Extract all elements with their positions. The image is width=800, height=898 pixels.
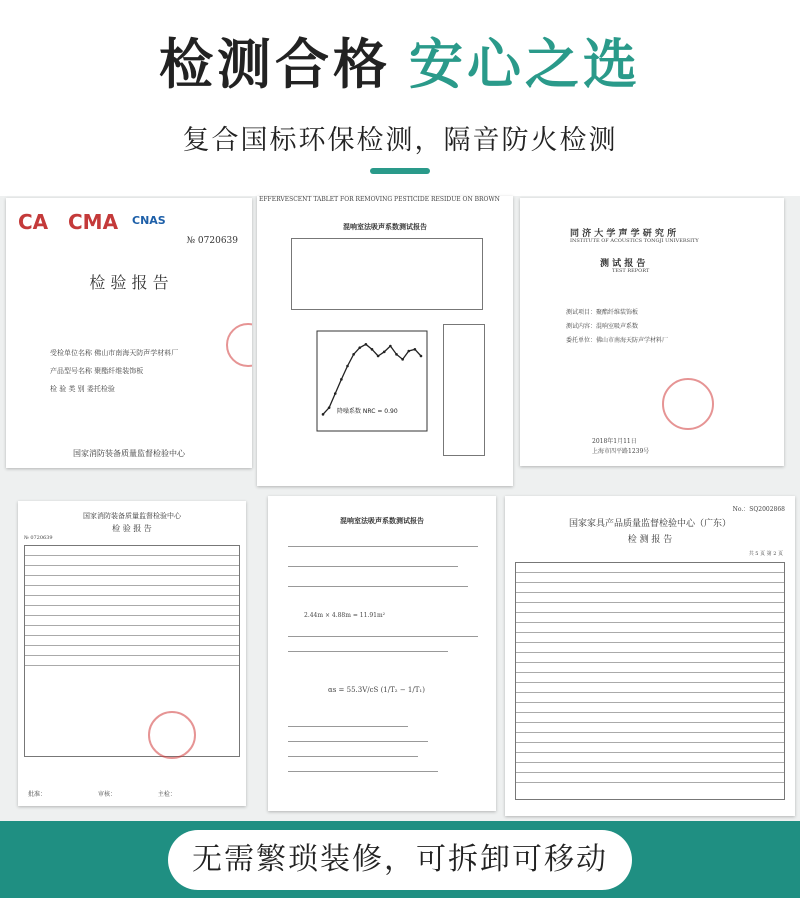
report-title: 测 试 报 告 (600, 259, 646, 269)
sign-label-approve: 批准： (28, 791, 47, 798)
absorption-formula: αs = 55.3V/cS (1/T₂ − 1/T₁) (328, 686, 425, 694)
title-part1: 检测合格 (159, 33, 391, 96)
chart-point-1250 (383, 351, 386, 354)
top-banner-text: EFFERVESCENT TABLET FOR REMOVING PESTICIDE RESIDUE ON BROWN (259, 196, 500, 203)
field2-label: 产品型号名称 (50, 367, 92, 375)
title-part2: 安心之选 (409, 33, 641, 96)
red-stamp (148, 711, 196, 759)
chart-point-3150 (407, 350, 410, 353)
ca-logo: CA (18, 210, 49, 234)
report-title-en: TEST REPORT (612, 268, 650, 274)
chart-point-160 (328, 406, 331, 409)
chart-point-4000 (414, 348, 417, 351)
chart-point-315 (346, 365, 349, 368)
chart-point-1600 (389, 345, 392, 348)
chart-point-125 (322, 413, 325, 416)
cnas-logo: CNAS (132, 214, 166, 227)
org-label: 委托单位： (566, 337, 597, 344)
sign-label-review: 审核： (97, 791, 116, 798)
specimen-size: 2.44m × 4.88m = 11.91m² (304, 612, 386, 619)
chart-point-1000 (377, 355, 380, 358)
page-subtitle: 复合国标环保检测，隔音防火检测 (182, 125, 618, 156)
accent-bar (370, 168, 430, 174)
issuer-name: 国家消防装备质量监督检验中心 (73, 449, 185, 458)
chart-point-5000 (420, 355, 423, 358)
report-doc-3 (520, 198, 784, 466)
red-stamp (662, 378, 714, 430)
report-doc-2 (257, 196, 513, 486)
chart-point-500 (358, 346, 361, 349)
report-title: 检 验 报 告 (89, 273, 169, 292)
chart-point-250 (340, 378, 343, 381)
item-label: 测试项目： (566, 309, 597, 316)
chart-point-800 (371, 348, 374, 351)
item-value: 聚酯纤维装饰板 (596, 309, 639, 316)
report-title: 检 验 报 告 (112, 524, 152, 533)
chart-point-630 (365, 343, 368, 346)
report-number: № 0720639 (24, 535, 53, 541)
report-title: 混响室法吸声系数测试报告 (340, 516, 424, 525)
issuer-name: 国家家具产品质量监督检验中心（广东） (568, 519, 731, 529)
report-title: 检 测 报 告 (627, 535, 673, 545)
field3-value: 委托检验 (86, 385, 115, 393)
chart-point-2000 (395, 353, 398, 356)
report-number: No.：SQ2002868 (732, 506, 785, 513)
footer-slogan: 无需繁琐装修，可拆卸可移动 (168, 830, 632, 890)
chart-point-200 (334, 392, 337, 395)
results-table (24, 545, 240, 757)
institute-name-en: INSTITUTE OF ACOUSTICS TONGJI UNIVERSITY (570, 238, 699, 244)
field1-label: 受检单位名称 (50, 349, 92, 357)
page-title (0, 22, 800, 99)
report-number: № 0720639 (186, 236, 238, 246)
content-label: 测试内容： (566, 323, 597, 330)
org-value: 佛山市南海天防声学材料厂 (596, 337, 669, 344)
report-date: 2018年1月11日 (592, 438, 637, 445)
institute-name: 同 济 大 学 声 学 研 究 所 (570, 229, 677, 239)
red-stamp (226, 323, 252, 367)
report-doc-1 (6, 198, 252, 468)
field3-label: 检 验 类 别 (50, 385, 85, 393)
chart-point-2500 (401, 358, 404, 361)
report-doc-6 (505, 496, 795, 816)
absorption-series-line (323, 344, 421, 414)
info-table (291, 238, 483, 310)
report-doc-4 (18, 501, 246, 806)
value-table (443, 324, 485, 456)
absorption-chart (297, 321, 437, 451)
page-indicator: 共 5 页 第 2 页 (748, 551, 783, 557)
report-title: 混响室法吸声系数测试报告 (343, 222, 427, 231)
report-doc-5 (268, 496, 496, 811)
field2-value: 聚酯纤维装饰板 (94, 367, 144, 375)
chart-legend: 降噪系数 NRC = 0.90 (337, 408, 398, 415)
issuer-name: 国家消防装备质量监督检验中心 (83, 512, 181, 520)
content-value: 混响室吸声系数 (596, 323, 639, 330)
field1-value: 佛山市南海天防声学材料厂 (94, 349, 179, 357)
institute-address: 上海市四平路1239号 (592, 448, 650, 455)
cma-logo: CMA (68, 210, 119, 234)
results-table (515, 562, 785, 800)
sign-label-inspect: 主检： (157, 791, 176, 798)
document-grid (0, 196, 800, 821)
chart-point-400 (352, 353, 355, 356)
